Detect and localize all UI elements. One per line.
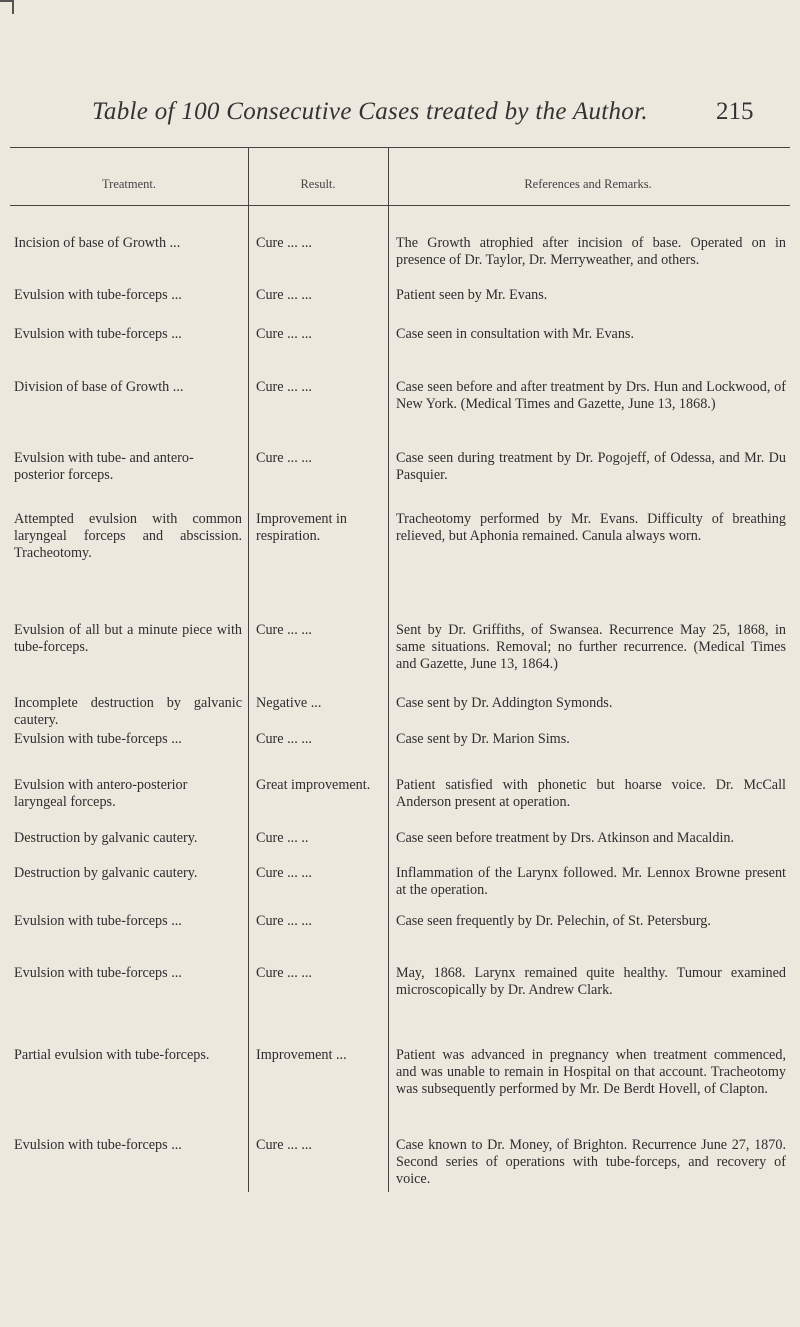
remarks-cell: Case seen before treatment by Drs. Atkinson and Macaldin. — [396, 830, 735, 846]
treatment-cell: Evulsion with tube- and antero-posterior forceps. — [14, 450, 194, 483]
result-cell: Improvement in respiration. — [256, 511, 348, 544]
treatment-cell: Evulsion with tube-forceps ... — [14, 731, 182, 747]
result-cell: Cure ... ... — [256, 235, 312, 251]
result-cell: Great improvement. — [256, 777, 371, 793]
column-divider — [388, 147, 389, 1192]
result-cell: Cure ... ... — [256, 1137, 312, 1153]
result-cell: Cure ... .. — [256, 830, 309, 846]
remarks-cell: May, 1868. Larynx remained quite healthy. Tumour examined microscopically by Dr. Andrew Clark. — [396, 965, 786, 998]
treatment-cell: Incision of base of Growth ... — [14, 235, 181, 251]
result-cell: Cure ... ... — [256, 965, 312, 981]
treatment-cell: Destruction by galvanic cautery. — [14, 830, 198, 846]
result-cell: Cure ... ... — [256, 913, 312, 929]
remarks-cell: Patient seen by Mr. Evans. — [396, 287, 548, 303]
treatment-cell: Evulsion with tube-forceps ... — [14, 287, 182, 303]
remarks-cell: Patient satisfied with phonetic but hoarse voice. Dr. McCall Anderson present at operation. — [396, 777, 786, 810]
result-cell: Cure ... ... — [256, 731, 312, 747]
treatment-cell: Division of base of Growth ... — [14, 379, 184, 395]
running-title: Table of 100 Consecutive Cases treated by the Author. — [92, 98, 648, 125]
treatment-cell: Attempted evulsion with common laryngeal forceps and abscission. Tracheotomy. — [14, 511, 242, 561]
treatment-cell: Evulsion with tube-forceps ... — [14, 965, 182, 981]
remarks-cell: Case seen in consultation with Mr. Evans. — [396, 326, 635, 342]
cases-table — [0, 147, 800, 1197]
treatment-cell: Evulsion of all but a minute piece with tube-forceps. — [14, 622, 242, 655]
table-header-rule — [10, 205, 790, 206]
page-header — [0, 98, 800, 138]
remarks-cell: Tracheotomy performed by Mr. Evans. Difficulty of breathing relieved, but Aphonia remained. Canula always worn. — [396, 511, 786, 544]
remarks-cell: Case seen before and after treatment by Drs. Hun and Lockwood, of New York. (Medical Times and Gazette, June 13, 1868.) — [396, 379, 786, 412]
column-header-result: Result. — [300, 177, 336, 191]
remarks-cell: Case known to Dr. Money, of Brighton. Recurrence June 27, 1870. Second series of operations with tube-forceps, and recovery of voice. — [396, 1137, 786, 1187]
result-cell: Cure ... ... — [256, 326, 312, 342]
remarks-cell: Case seen during treatment by Dr. Pogojeff, of Odessa, and Mr. Du Pasquier. — [396, 450, 786, 483]
column-header-treatment: Treatment. — [101, 177, 157, 191]
treatment-cell: Partial evulsion with tube-forceps. — [14, 1047, 210, 1063]
remarks-cell: Case seen frequently by Dr. Pelechin, of St. Petersburg. — [396, 913, 711, 929]
result-cell: Cure ... ... — [256, 450, 312, 466]
table-top-rule — [10, 147, 790, 148]
treatment-cell: Incomplete destruction by galvanic cautery. — [14, 695, 242, 728]
treatment-cell: Evulsion with tube-forceps ... — [14, 1137, 182, 1153]
treatment-cell: Evulsion with antero-posterior laryngeal forceps. — [14, 777, 188, 810]
column-header-remarks: References and Remarks. — [524, 177, 652, 191]
treatment-cell: Evulsion with tube-forceps ... — [14, 913, 182, 929]
result-cell: Cure ... ... — [256, 287, 312, 303]
result-cell: Negative ... — [256, 695, 322, 711]
result-cell: Cure ... ... — [256, 379, 312, 395]
treatment-cell: Destruction by galvanic cautery. — [14, 865, 198, 881]
remarks-cell: Case sent by Dr. Marion Sims. — [396, 731, 570, 747]
page-number: 215 — [716, 98, 754, 125]
result-cell: Cure ... ... — [256, 865, 312, 881]
result-cell: Improvement ... — [256, 1047, 347, 1063]
remarks-cell: Sent by Dr. Griffiths, of Swansea. Recurrence May 25, 1868, in same situations. Removal; no further recurrence. (Medical Times and Gazette, June 13, 1864.) — [396, 622, 786, 672]
treatment-cell: Evulsion with tube-forceps ... — [14, 326, 182, 342]
result-cell: Cure ... ... — [256, 622, 312, 638]
remarks-cell: Inflammation of the Larynx followed. Mr. Lennox Browne present at the operation. — [396, 865, 786, 898]
remarks-cell: The Growth atrophied after incision of base. Operated on in presence of Dr. Taylor, Dr. Merryweather, and others. — [396, 235, 786, 268]
remarks-cell: Patient was advanced in pregnancy when treatment commenced, and was unable to remain in Hospital on that account. Tracheotomy was subsequently performed by Mr. De Berdt Hovell, of Clapton. — [396, 1047, 786, 1097]
remarks-cell: Case sent by Dr. Addington Symonds. — [396, 695, 613, 711]
page-corner-mark — [12, 0, 14, 14]
column-divider — [248, 147, 249, 1192]
